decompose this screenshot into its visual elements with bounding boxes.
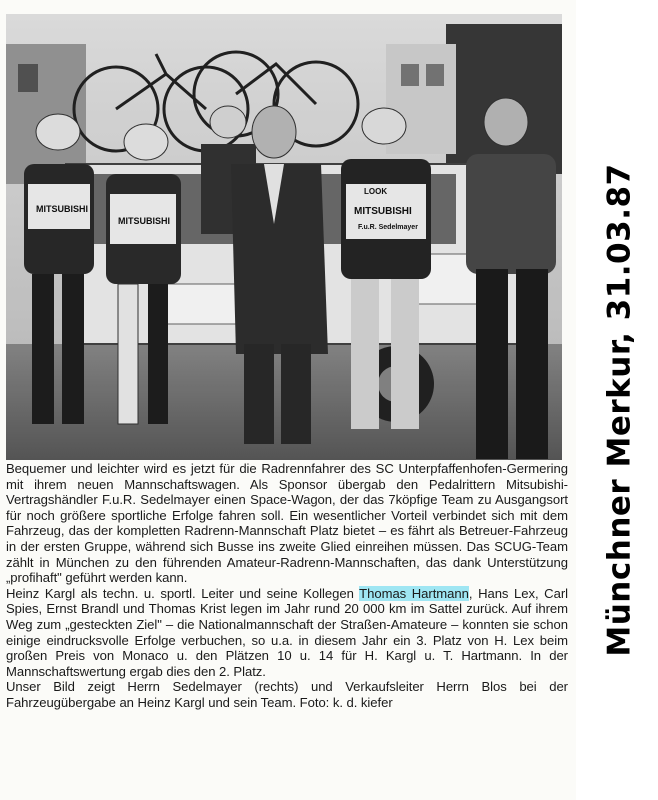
photo-caption: Unser Bild zeigt Herrn Sedelmayer (rechts) und Verkaufsleiter Herrn Blos bei der Fahrzeugübergabe an Heinz Kargl und sein Team. (6, 679, 568, 710)
team-photo-image (6, 14, 562, 460)
article-text-segment: , Hans Lex, Carl Spies, Ernst Brandl und Thomas Krist legen im Jahr rund 20 000 km im Sattel zurück. Auf ihrem Weg zum „gesteckten Ziel" – die Nationalmannschaft der Straßen-Amateure – konnten sie schon einige eindrucksvolle Erfolge verbuchen, so u.a. in diesem Jahr ein 3. Platz von H. Lex beim großen Preis von Monaco u. den Plätzen 10 u. 14 für H. Kargl u. T. Hartmann. In der Mannschaftswertung ergab dies den 2. Platz. (6, 585, 568, 679)
jersey-label: MITSUBISHI (36, 204, 89, 214)
article-text (6, 461, 568, 711)
article-paragraph: Bequemer und leichter wird es jetzt für die Radrennfahrer des SC Unterpfaffenhofen-Germering mit ihrem neuen Mannschaftswagen. Als Sponsor übergab den Pedalrittern Mitsubishi-Vertragshändler F.u.R. Sedelmayer einen Space-Wagon, der das 7köpfige Team zu Ausgangsort für noch größere sportliche Erfolge fahren soll. Ein wesentlicher Vorteil verbindet sich mit dem Fahrzeug, das der kompletten Radrenn-Mannschaft Platz bietet – es fährt als Betreuer-Fahrzeug in der ersten Gruppe, während sich Busse ins zweite Glied einreihen müssen. Das SCUG-Team zählt in München zu den führenden Amateur-Radrenn-Mannschaften, das dank Unterstützung „profihaft" geführt werden kann. (6, 461, 568, 586)
article-text-segment: Heinz Kargl als techn. u. sportl. Leiter und seine Kollegen (6, 585, 360, 601)
article-paragraph (6, 679, 568, 710)
source-citation (588, 40, 652, 780)
jersey-dealer: F.u.R. Sedelmayer (358, 224, 418, 231)
jersey-brand: LOOK (364, 187, 388, 196)
jersey-label: MITSUBISHI (118, 216, 171, 226)
team-photo (6, 14, 562, 460)
jersey-label: MITSUBISHI (354, 206, 412, 217)
article-paragraph (6, 586, 568, 680)
citation-text: Münchner Merkur, 31.03.87 (602, 163, 639, 657)
highlighted-name: Thomas Hartmann (359, 585, 469, 601)
photo-credit: Foto: k. d. kiefer (299, 694, 393, 710)
